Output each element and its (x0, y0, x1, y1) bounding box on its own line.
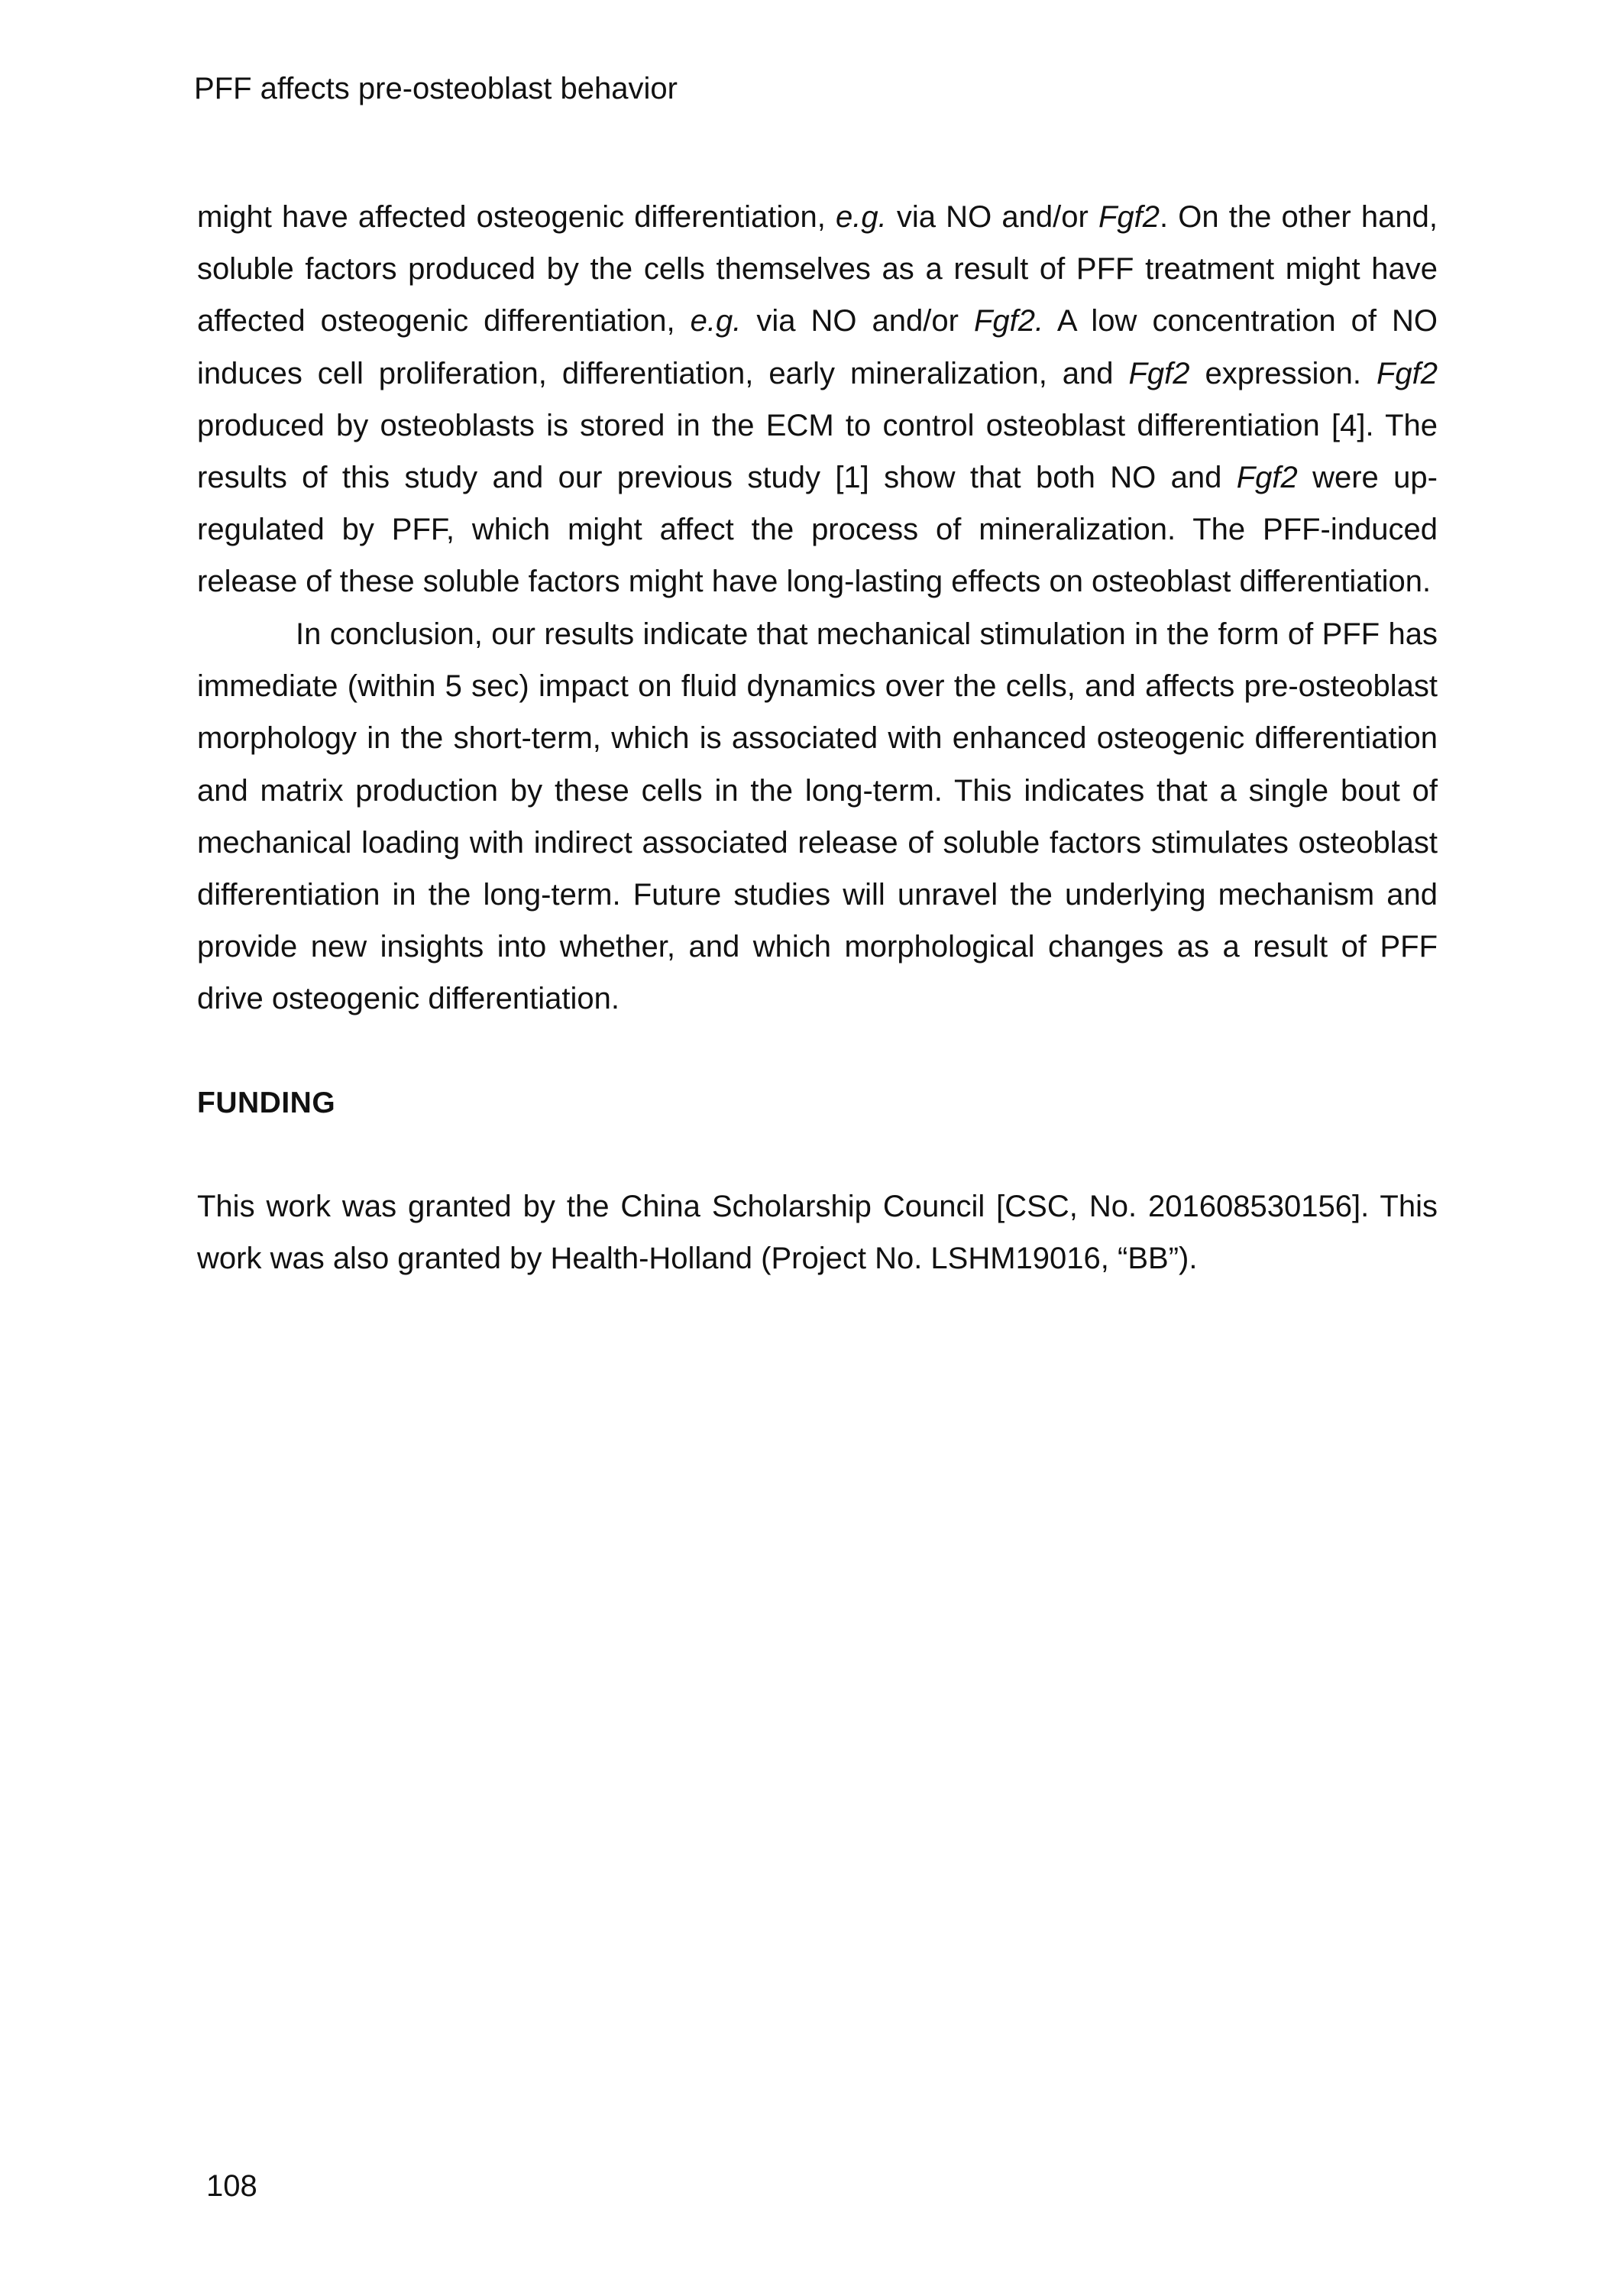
text-run: expression. (1189, 356, 1377, 390)
gene-name: Fgf2 (1128, 356, 1190, 390)
text-run: might have affected osteogenic differentiation, (197, 200, 836, 234)
text-run: were up-regulated by PFF, which might affect the process of mineralization. The PFF-induced release of these soluble factors might have long-lasting effects on osteoblast differentiation. (197, 461, 1438, 599)
funding-paragraph: This work was granted by the China Scholarship Council [CSC, No. 201608530156]. This work was also granted by Health-Holland (Project No. LSHM19016, “BB”). (197, 1190, 1438, 1276)
text-run: via NO and/or (886, 200, 1098, 234)
page-number: 108 (206, 2169, 257, 2203)
gene-name: Fgf2 (1236, 461, 1298, 495)
running-header: PFF affects pre-osteoblast behavior (194, 72, 678, 105)
italic-abbreviation: e.g. (836, 200, 887, 234)
text-run: . On the other hand, soluble factors produced by the cells themselves as a result of PFF treatment might have affected osteogenic differentiation, (197, 200, 1438, 338)
funding-heading: FUNDING (197, 1087, 336, 1119)
text-run: produced by osteoblasts is stored in the ECM to control osteoblast differentiation [4]. The results of this study and our previous study [1] show that both NO and (197, 408, 1438, 495)
gene-name: Fgf2 (1376, 356, 1438, 390)
conclusion-paragraph: In conclusion, our results indicate that mechanical stimulation in the form of PFF has immediate (within 5 sec) impact on fluid dynamics over the cells, and affects pre-osteoblast morphology in the short-term, which is associated with enhanced osteogenic differentiation and matrix production by these cells in the long-term. This indicates that a single bout of mechanical loading with indirect associated release of soluble factors stimulates osteoblast differentiation in the long-term. Future studies will unravel the underlying mechanism and provide new insights into whether, and which morphological changes as a result of PFF drive osteogenic differentiation. (197, 617, 1438, 1016)
text-run: via NO and/or (741, 304, 974, 338)
text-run: A low concentration of NO induces cell proliferation, differentiation, early mineralization, and (197, 304, 1438, 390)
italic-abbreviation: e.g. (690, 304, 742, 338)
gene-name: Fgf2. (973, 304, 1044, 338)
gene-name: Fgf2 (1098, 200, 1160, 234)
discussion-paragraph-1 (197, 191, 1438, 608)
